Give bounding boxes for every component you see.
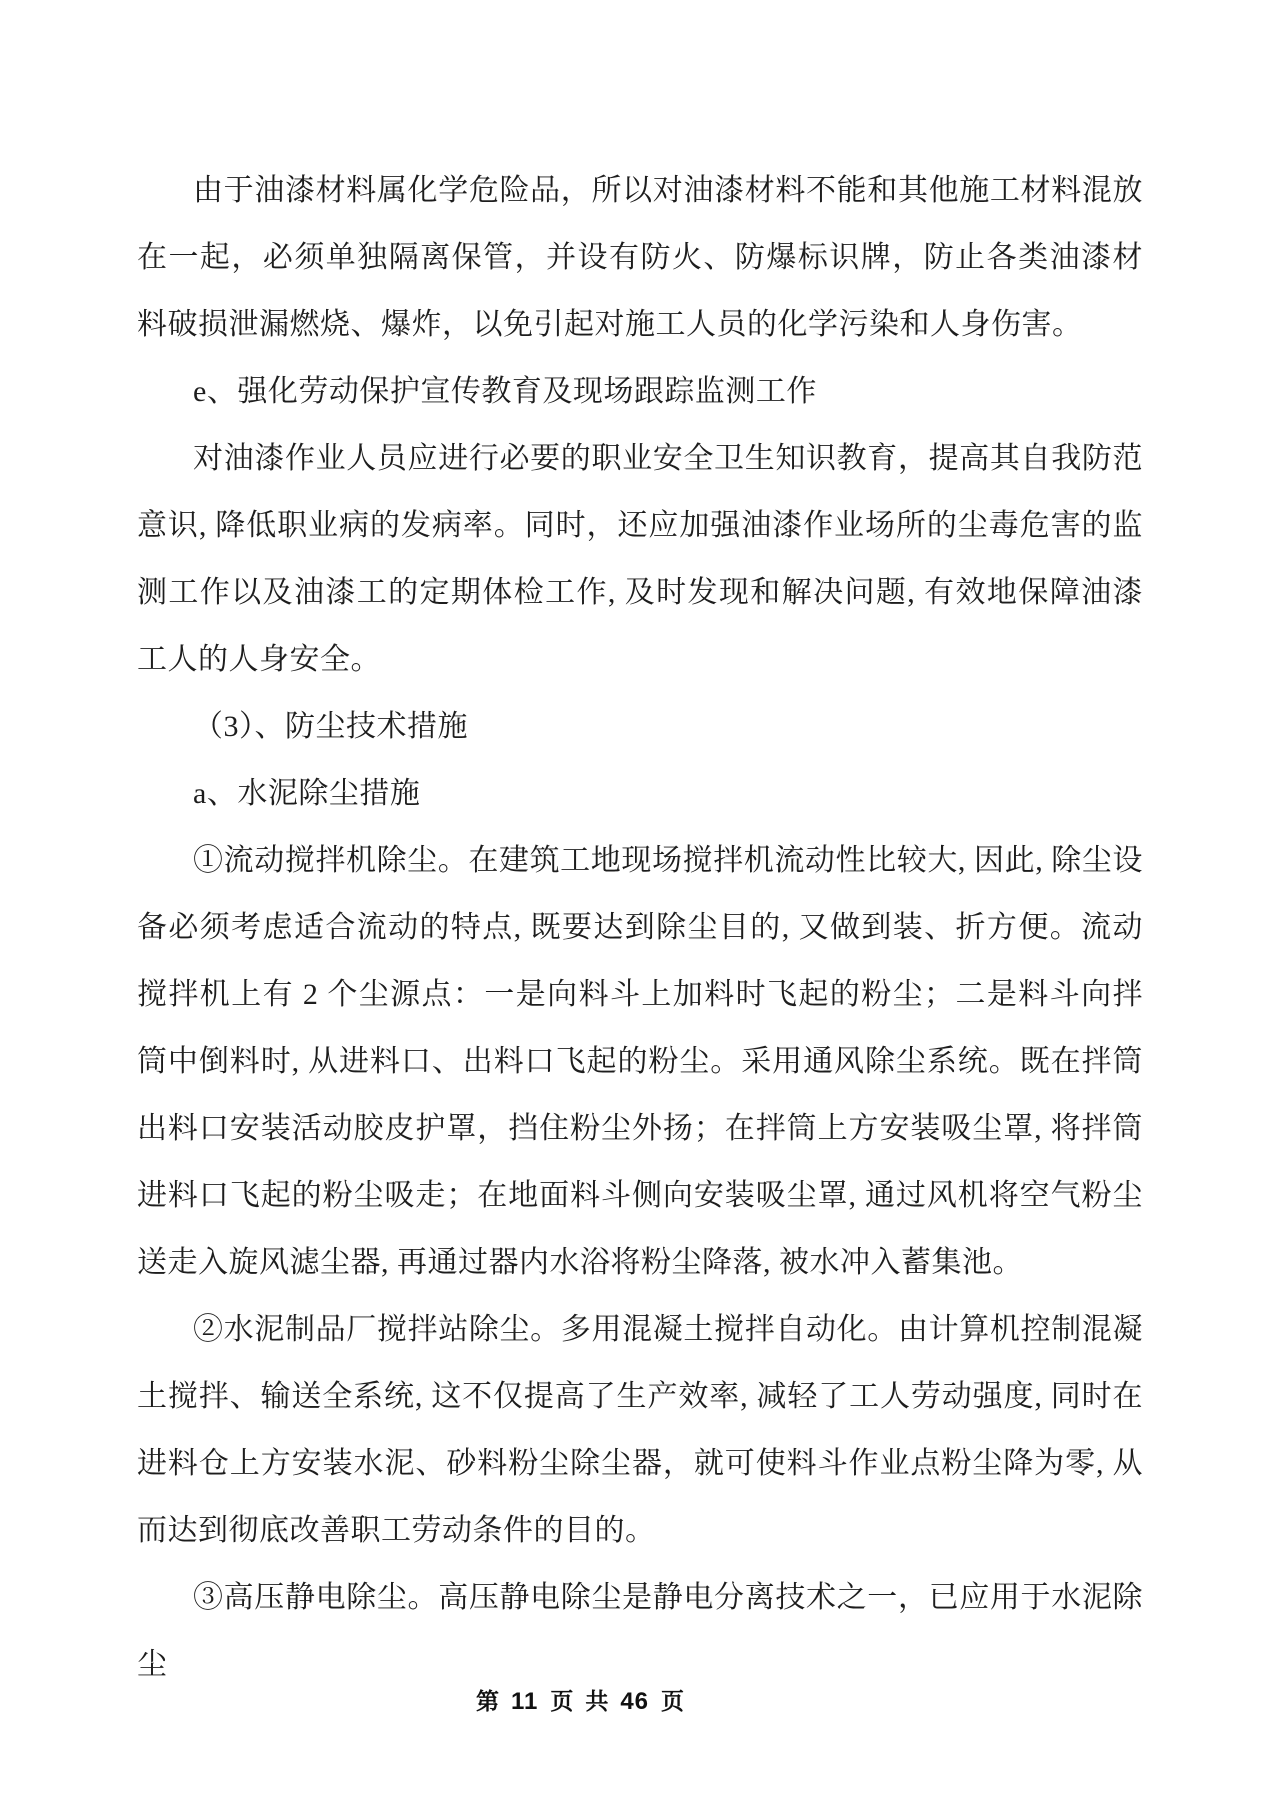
document-body [137,157,1143,1698]
paragraph-mobile-mixer-dust-removal: ①流动搅拌机除尘。在建筑工地现场搅拌机流动性比较大, 因此, 除尘设备必须考虑适合流动的特点, 既要达到除尘目的, 又做到装、折方便。流动搅拌机上有 2 个尘源点：一是向料斗上加料时飞起的粉尘；二是料斗向拌筒中倒料时, 从进料口、出料口飞起的粉尘。采用通风除尘系统。既在拌筒出料口安装活动胶皮护罩，挡住粉尘外扬；在拌筒上方安装吸尘罩, 将拌筒进料口飞起的粉尘吸走；在地面料斗侧向安装吸尘罩, 通过风机将空气粉尘送走入旋风滤尘器, 再通过器内水浴将粉尘降落, 被水冲入蓄集池。 [137,844,1143,1279]
paragraph-worker-education: 对油漆作业人员应进行必要的职业安全卫生知识教育，提高其自我防范意识, 降低职业病的发病率。同时，还应加强油漆作业场所的尘毒危害的监测工作以及油漆工的定期体检工作, 及时发现和解决问题, 有效地保障油漆工人的人身安全。 [137,442,1143,676]
footer-label-gong: 共 [585,1689,609,1714]
heading-labor-protection: e、强化劳动保护宣传教育及现场跟踪监测工作 [193,375,817,408]
paragraph-electrostatic-dust-removal: ③高压静电除尘。高压静电除尘是静电分离技术之一，已应用于水泥除尘 [137,1581,1143,1681]
heading-cement-dust-measures: a、水泥除尘措施 [193,777,421,810]
footer-label-ye-1: 页 [550,1689,574,1714]
heading-dust-control-measures: （3）、防尘技术措施 [193,710,468,743]
footer-total-pages: 46 [620,1688,650,1715]
footer-page-number: 11 [510,1688,539,1715]
paragraph-mixing-station-dust-removal: ②水泥制品厂搅拌站除尘。多用混凝土搅拌自动化。由计算机控制混凝土搅拌、输送全系统, 这不仅提高了生产效率, 减轻了工人劳动强度, 同时在进料仓上方安装水泥、砂料粉尘除尘器，就可使料斗作业点粉尘降为零, 从而达到彻底改善职工劳动条件的目的。 [137,1313,1143,1547]
page-footer [476,1683,684,1716]
footer-label-di: 第 [475,1689,499,1714]
footer-label-ye-2: 页 [661,1689,685,1714]
paragraph-paint-storage: 由于油漆材料属化学危险品，所以对油漆材料不能和其他施工材料混放在一起，必须单独隔离保管，并设有防火、防爆标识牌，防止各类油漆材料破损泄漏燃烧、爆炸，以免引起对施工人员的化学污染和人身伤害。 [137,174,1143,341]
